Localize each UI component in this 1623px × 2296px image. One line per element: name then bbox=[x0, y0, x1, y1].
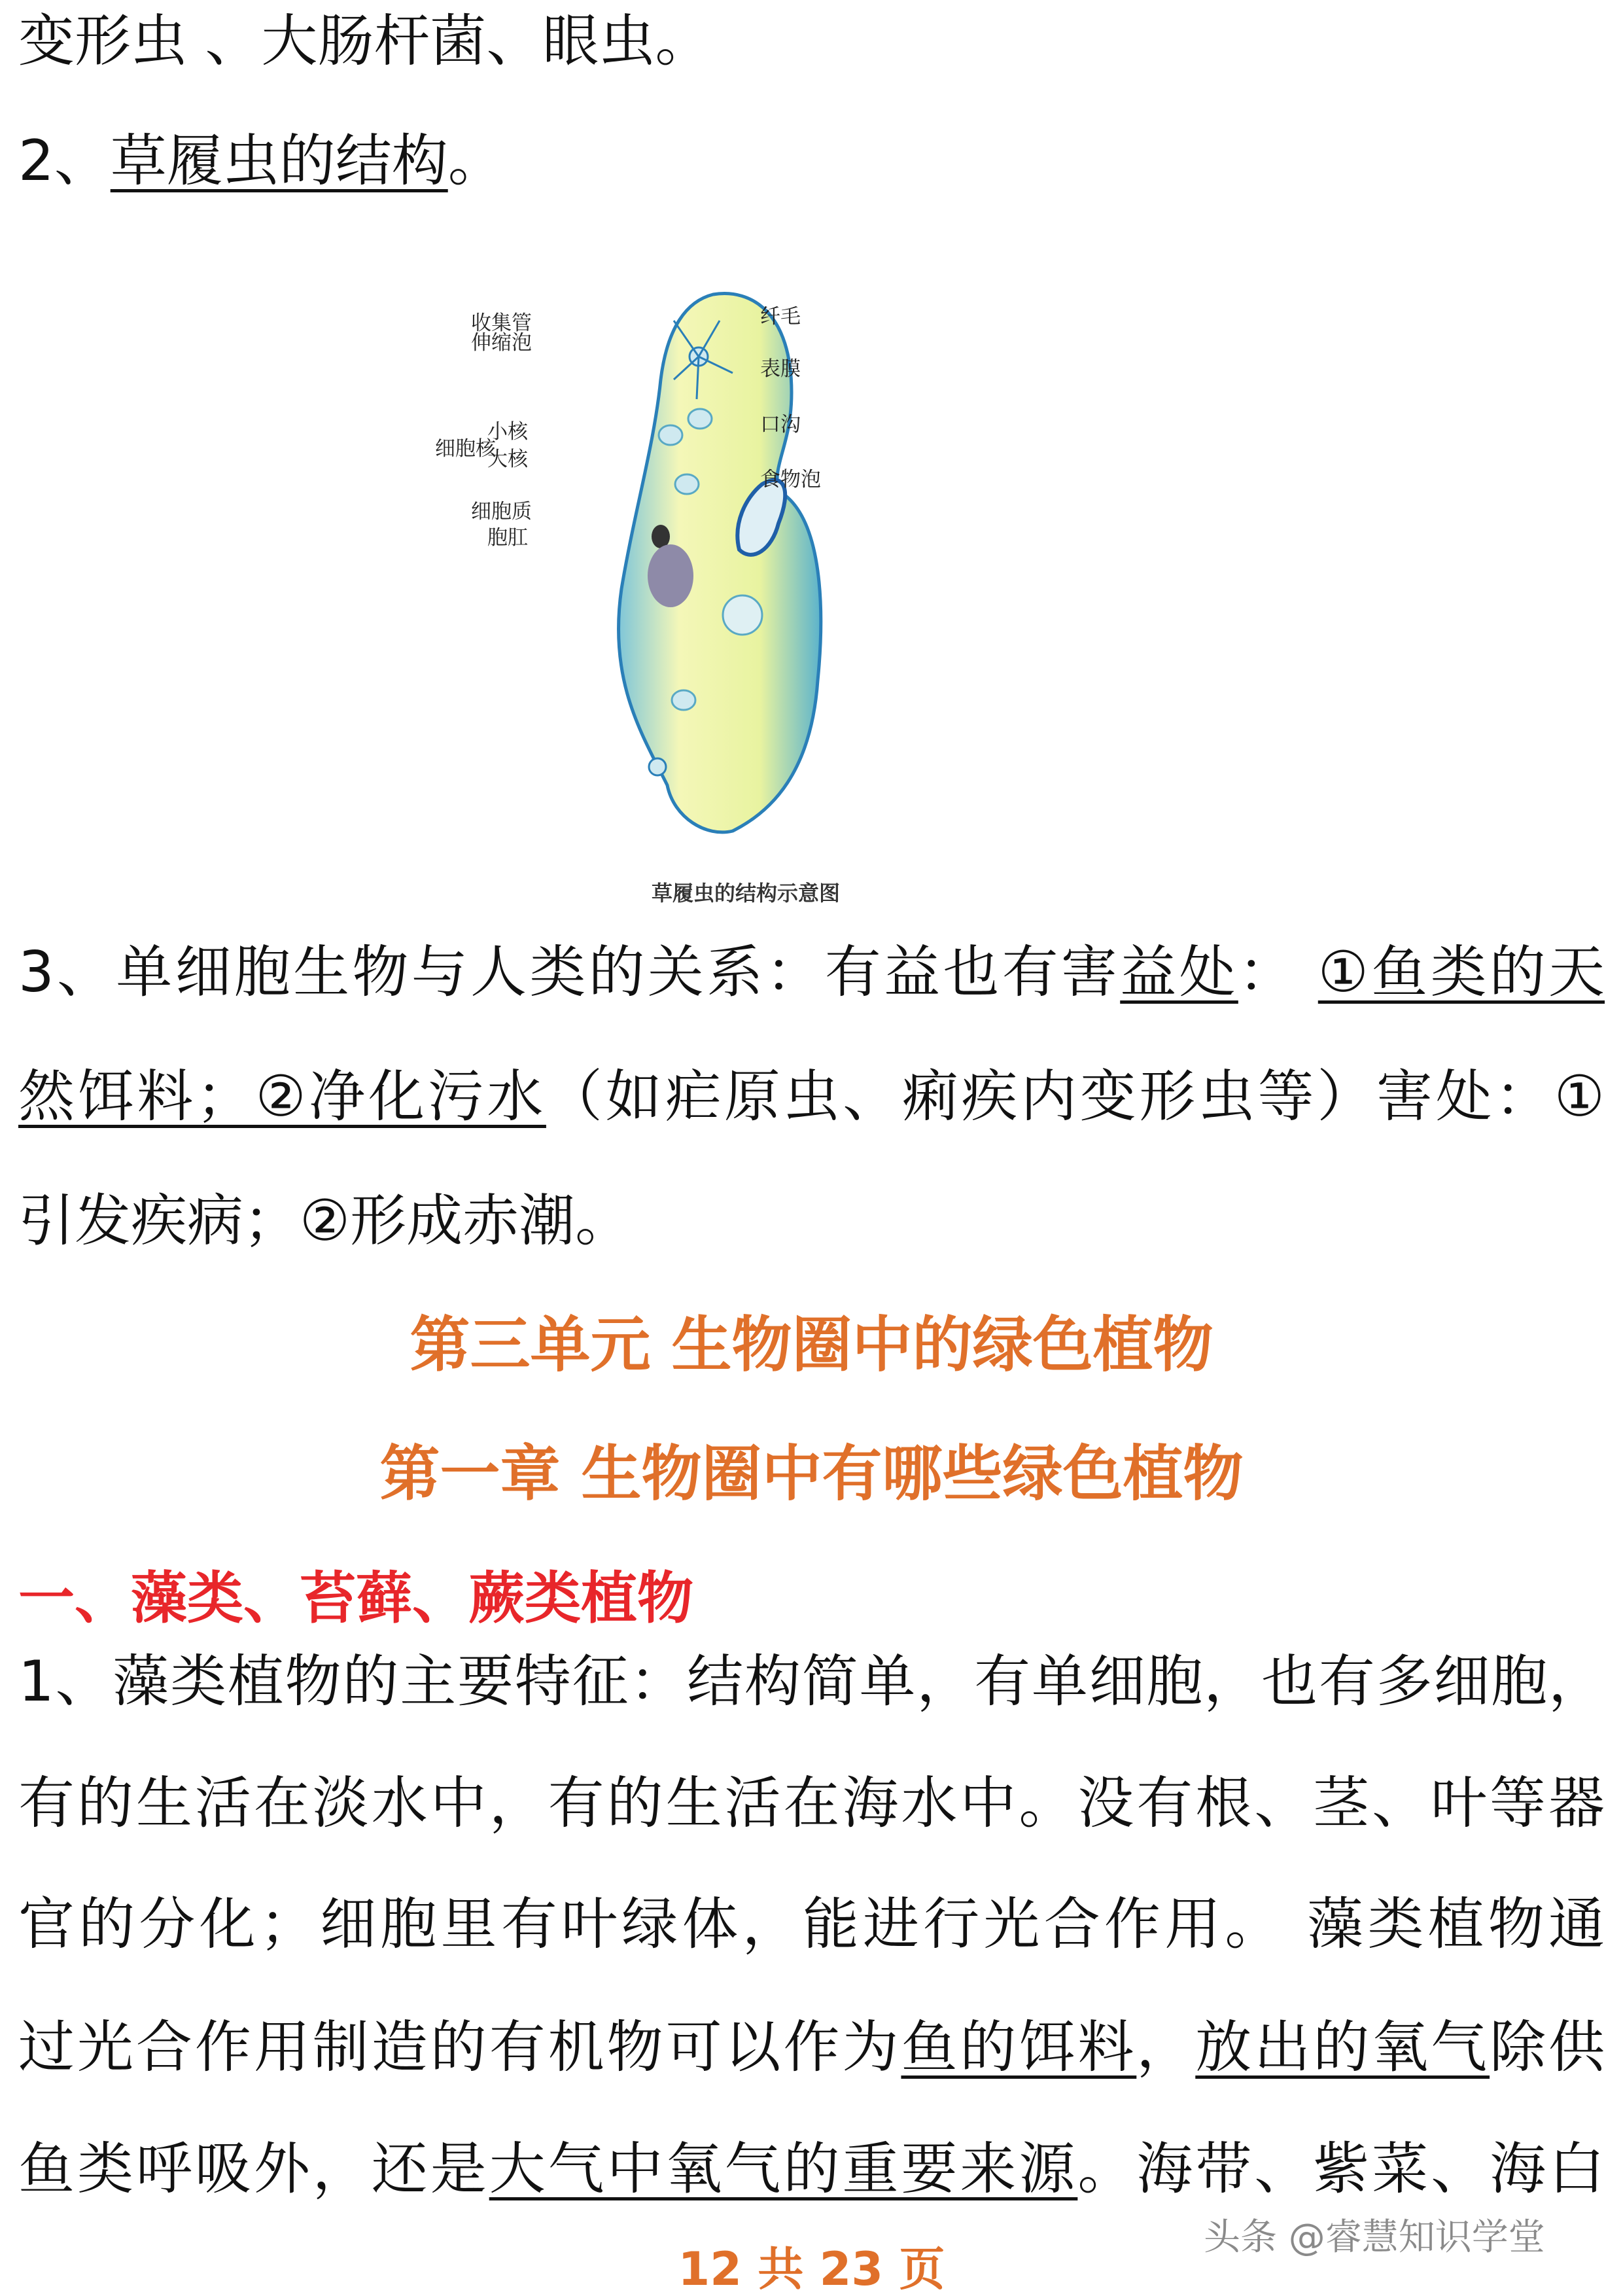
label-cilia: 纤毛 bbox=[760, 305, 801, 328]
text-line bbox=[18, 1188, 1605, 1254]
text: 。海带、紫菜、海白 bbox=[1077, 2136, 1605, 2202]
chapter-heading: 第一章 生物圈中有哪些绿色植物 bbox=[379, 1439, 1244, 1509]
underlined-text: 放出的氧气 bbox=[1195, 2015, 1490, 2080]
text: 2、 bbox=[18, 128, 111, 194]
underlined-text: 草履虫的结构 bbox=[110, 128, 448, 194]
label-oral-groove: 口沟 bbox=[760, 413, 801, 436]
text: 除供 bbox=[1490, 2015, 1605, 2080]
label-macronucleus: 大核 bbox=[487, 448, 528, 471]
text: 。 bbox=[447, 128, 504, 194]
underlined-text: 鱼的饵料 bbox=[901, 2015, 1137, 2080]
label-contractile-vacuole: 伸缩泡 bbox=[471, 331, 532, 355]
underlined-text: ①鱼类的天 bbox=[1318, 940, 1605, 1005]
underlined-text: 然饵料；②净化污水 bbox=[18, 1064, 546, 1129]
text-line bbox=[18, 1649, 1605, 1714]
watermark: 头条 @睿慧知识学堂 bbox=[1204, 2216, 1545, 2259]
text: 鱼类呼吸外，还是 bbox=[18, 2136, 489, 2202]
text-line bbox=[18, 2015, 1605, 2080]
text: 1、藻类植物的主要特征：结构简单，有单细胞，也有多细胞， bbox=[18, 1649, 1605, 1714]
unit-heading: 第三单元 生物圈中的绿色植物 bbox=[410, 1310, 1213, 1380]
subheading-structure bbox=[18, 128, 1605, 194]
text: 变形虫 、大肠杆菌、眼虫。 bbox=[18, 9, 712, 74]
underlined-text: 大气中氧气的重要来源 bbox=[489, 2136, 1078, 2202]
diagram-caption: 草履虫的结构示意图 bbox=[651, 881, 840, 906]
text: 3、单细胞生物与人类的关系：有益也有害 bbox=[18, 940, 1121, 1005]
text: 过光合作用制造的有机物可以作为 bbox=[18, 2015, 901, 2080]
underlined-text: 益处 bbox=[1120, 940, 1238, 1005]
text-line bbox=[18, 1064, 1605, 1129]
text: 官的分化；细胞里有叶绿体，能进行光合作用。 藻类植物通 bbox=[18, 1892, 1605, 1957]
label-pellicle: 表膜 bbox=[760, 357, 801, 381]
text: 引发疾病；②形成赤潮。 bbox=[18, 1188, 632, 1254]
label-anal-pore: 胞肛 bbox=[487, 526, 528, 550]
text-line bbox=[18, 1892, 1605, 1957]
text: （如疟原虫、痢疾内变形虫等）害处：① bbox=[546, 1064, 1605, 1129]
label-food-vacuole: 食物泡 bbox=[760, 468, 821, 491]
label-nucleus: 细胞核 bbox=[435, 437, 496, 461]
text: ， bbox=[1136, 2015, 1196, 2080]
section-heading: 一、藻类、苔藓、蕨类植物 bbox=[18, 1566, 693, 1631]
label-collecting-canal: 收集管 bbox=[471, 311, 532, 335]
label-micronucleus: 小核 bbox=[487, 420, 528, 444]
paramecium-illustration bbox=[510, 275, 981, 864]
text-line bbox=[18, 2136, 1605, 2202]
text-line bbox=[18, 940, 1605, 1005]
text-line bbox=[18, 9, 1605, 74]
text: ： bbox=[1238, 940, 1298, 1005]
page-number: 12 共 23 页 bbox=[678, 2242, 945, 2296]
text-line bbox=[18, 1771, 1605, 1836]
paramecium-diagram bbox=[435, 275, 981, 923]
text: 有的生活在淡水中，有的生活在海水中。没有根、茎、叶等器 bbox=[18, 1771, 1605, 1836]
label-cytoplasm: 细胞质 bbox=[471, 500, 532, 523]
